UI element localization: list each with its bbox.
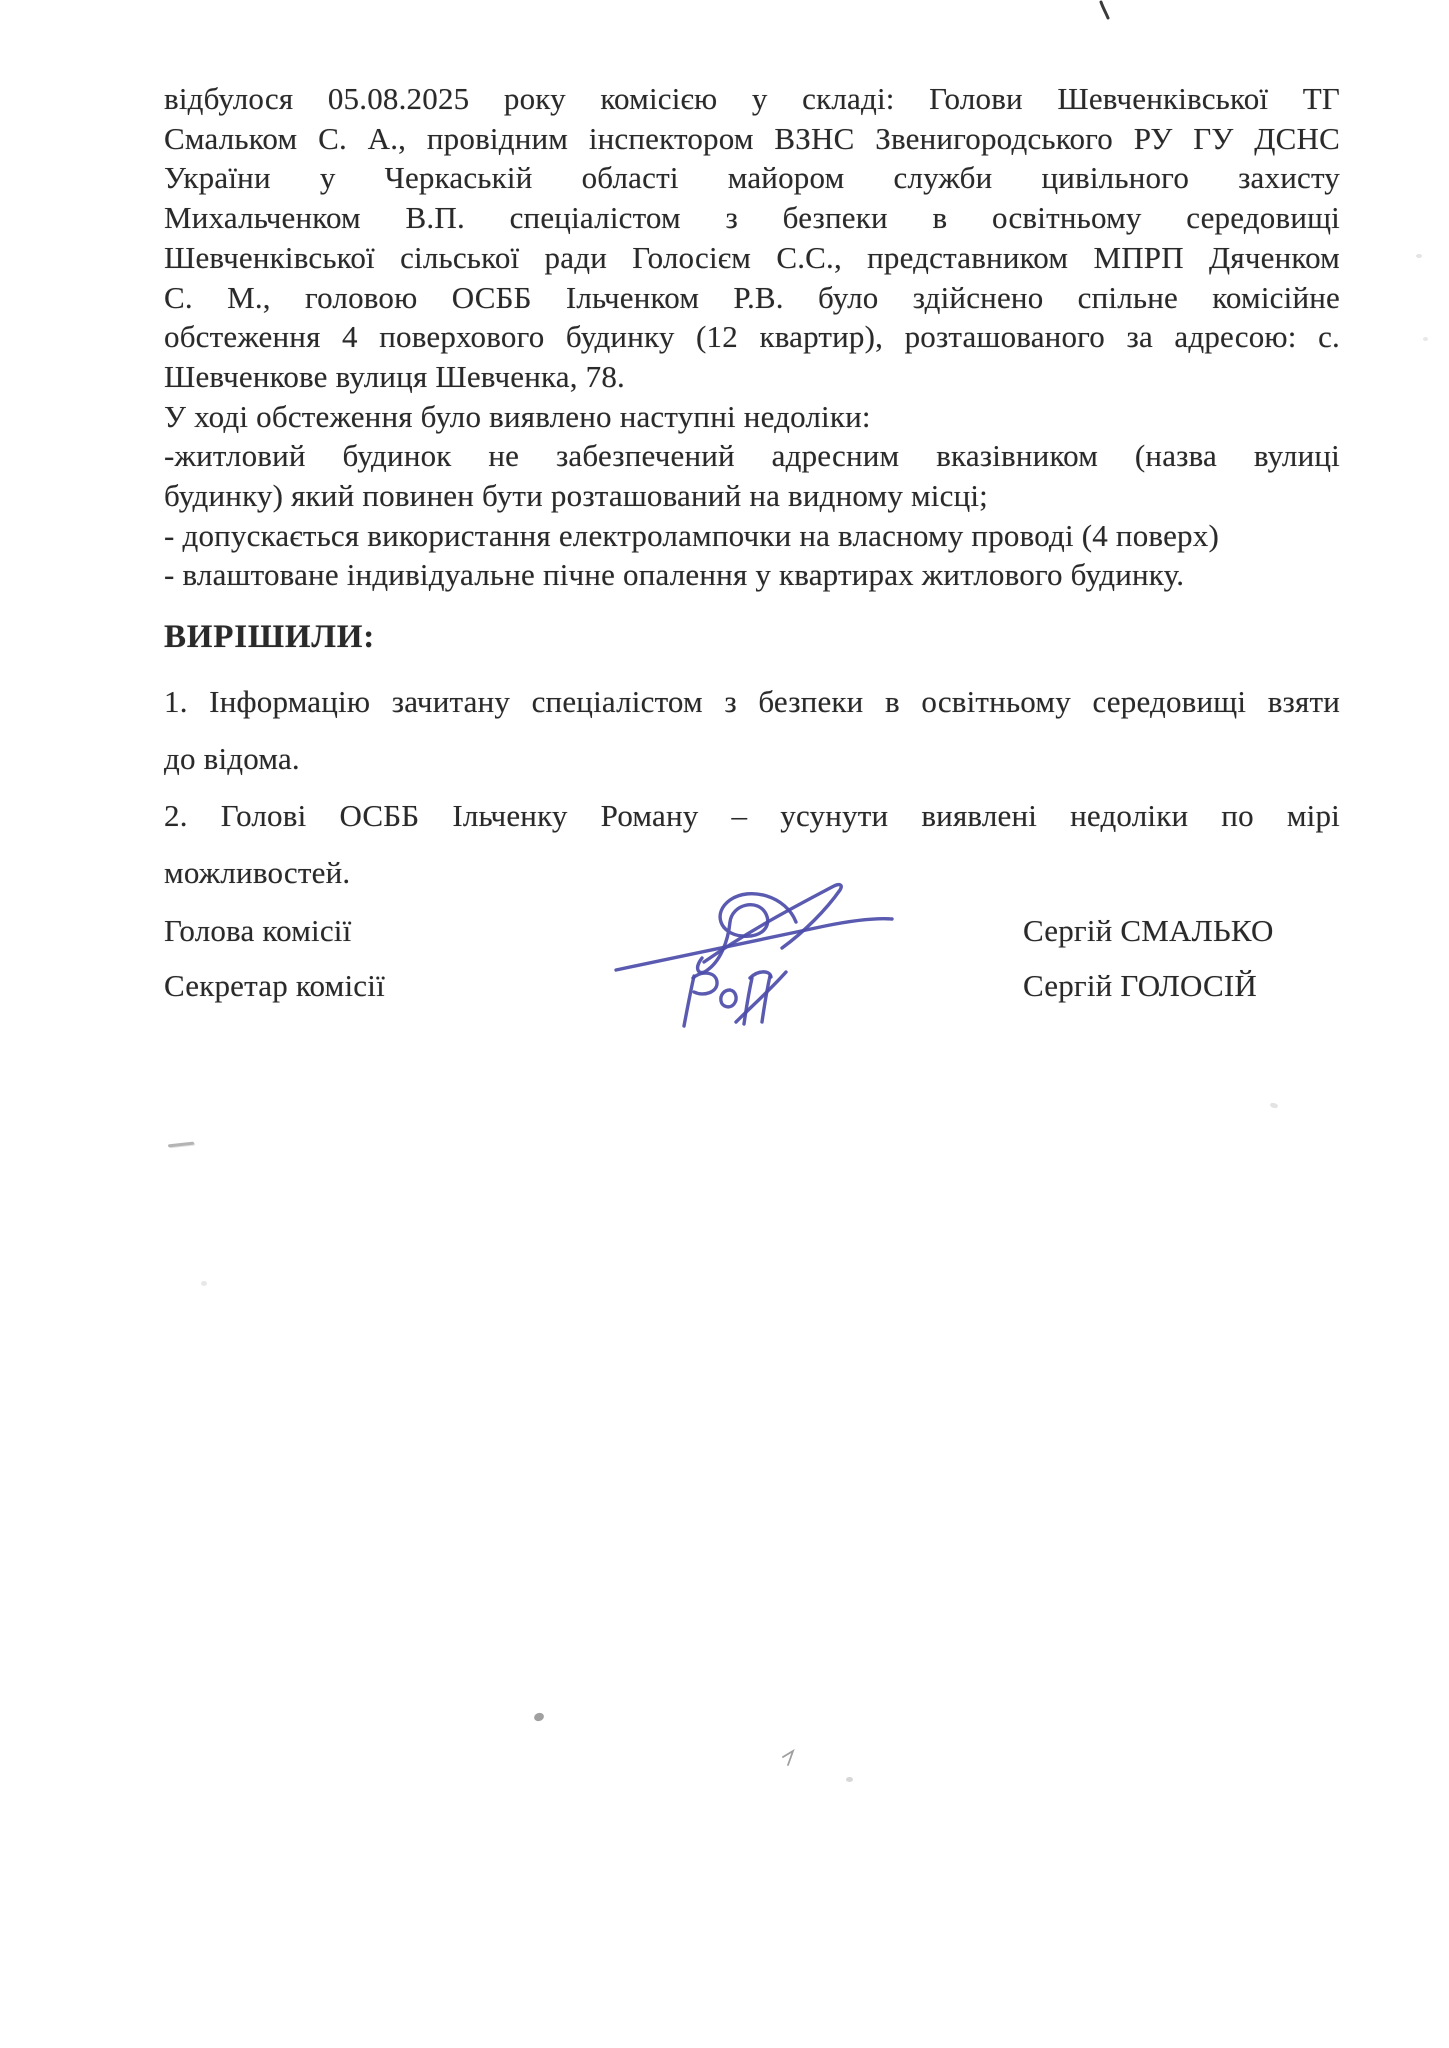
decision-item-1 [164, 673, 1340, 787]
deficiency-line: -житловий будинок не забезпечений адресним вказівником (назва вулиці [164, 438, 1340, 474]
deficiency-line: - допускається використання електролампочки на власному проводі (4 поверх) [164, 517, 1219, 553]
paragraph-line: відбулося 05.08.2025 року комісією у складі: Голови Шевченківської ТГ [164, 81, 1340, 116]
paragraph-line: Шевченківської сільської ради Голосієм С.С., представником МПРП Дяченком [164, 239, 1340, 275]
signature-role: Секретар комісії [164, 968, 385, 1003]
document-body [164, 79, 1340, 595]
scan-mark-apostrophe [1096, 0, 1112, 22]
decision-line: можливостей. [164, 855, 351, 890]
holosii-signature-ink [684, 972, 786, 1026]
signature-name: Сергій ГОЛОСІЙ [1023, 968, 1257, 1003]
signature-role: Голова комісії [164, 913, 352, 948]
paragraph-line: Шевченкове вулиця Шевченка, 78. [164, 358, 625, 394]
smalko-signature-ink [616, 885, 892, 973]
paragraph-line: України у Черкаській області майором служби цивільного захисту [164, 160, 1340, 196]
scan-artifact [1423, 337, 1428, 341]
scan-artifact [201, 1281, 207, 1286]
decision-line: 1. Інформацію зачитану спеціалістом з безпеки в освітньому середовищі взяти [164, 684, 1340, 719]
signature-name: Сергій СМАЛЬКО [1023, 913, 1274, 948]
deficiency-line: будинку) який повинен бути розташований на видному місці; [164, 478, 988, 514]
paragraph-line: обстеження 4 поверхового будинку (12 квартир), розташованого за адресою: с. [164, 319, 1340, 355]
findings-intro-line: У ході обстеження було виявлено наступні недоліки: [164, 398, 871, 434]
decision-line: до відома. [164, 741, 300, 776]
paragraph-line: Михальченком В.П. спеціалістом з безпеки в освітньому середовищі [164, 200, 1340, 236]
scan-artifact [533, 1712, 545, 1723]
scan-artifact [781, 1749, 799, 1767]
decision-line: 2. Голові ОСББ Ільченку Роману – усунути виявлені недоліки по мірі [164, 798, 1340, 833]
scan-artifact [1416, 254, 1422, 258]
deficiency-line: - влаштоване індивідуальне пічне опалення у квартирах житлового будинку. [164, 557, 1185, 593]
paragraph-line: Смальком С. А., провідним інспектором ВЗНС Звенигородського РУ ГУ ДСНС [164, 120, 1340, 156]
scan-artifact [168, 1142, 194, 1148]
scan-artifact [1269, 1102, 1278, 1109]
signature-ink [600, 878, 920, 1038]
scan-artifact [846, 1777, 853, 1782]
paragraph-line: С. М., головою ОСББ Ільченком Р.В. було здійснено спільне комісійне [164, 279, 1340, 315]
resolved-heading: ВИРІШИЛИ: [164, 619, 376, 655]
